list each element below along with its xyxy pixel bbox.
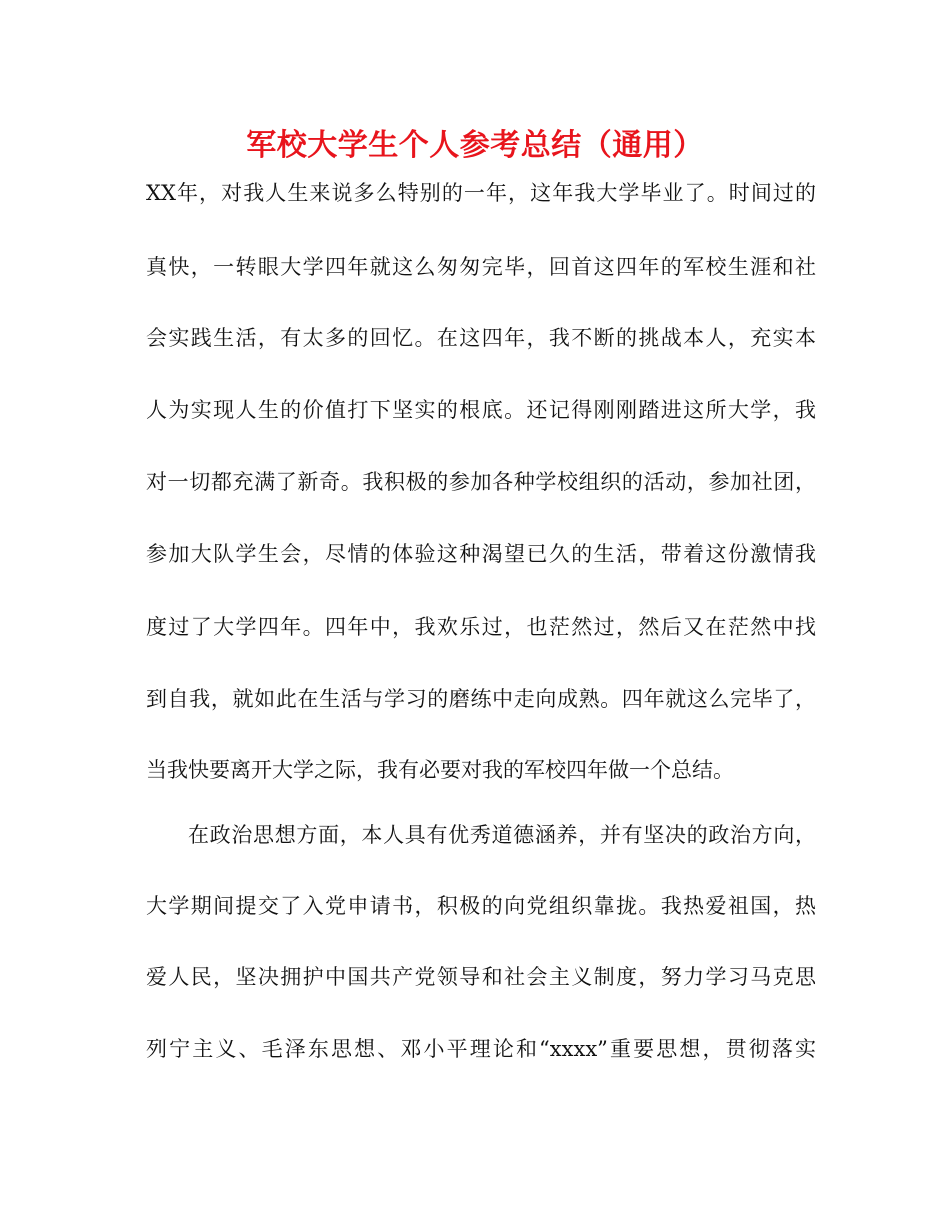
paragraph-line: 当我快要离开大学之际，我有必要对我的军校四年做一个总结。 xyxy=(146,758,734,782)
paragraph-line: 到自我，就如此在生活与学习的磨练中走向成熟。四年就这么完毕了， xyxy=(146,687,816,711)
paragraph-line: 度过了大学四年。四年中，我欢乐过，也茫然过，然后又在茫然中找 xyxy=(146,615,816,639)
paragraph-line: 在政治思想方面，本人具有优秀道德涵养，并有坚决的政治方向， xyxy=(188,823,816,847)
paragraph-line: XX年，对我人生来说多么特别的一年，这年我大学毕业了。时间过的 xyxy=(146,181,816,205)
document-title: 军校大学生个人参考总结（通用） xyxy=(246,128,704,163)
paragraph-line: 真快，一转眼大学四年就这么匆匆完毕，回首这四年的军校生涯和社 xyxy=(146,255,816,279)
paragraph-line: 大学期间提交了入党申请书，积极的向党组织靠拢。我热爱祖国，热 xyxy=(146,894,816,918)
paragraph-line: 对一切都充满了新奇。我积极的参加各种学校组织的活动，参加社团， xyxy=(146,470,816,494)
paragraph-line: 爱人民，坚决拥护中国共产党领导和社会主义制度，努力学习马克思 xyxy=(146,965,816,989)
paragraph-line: 列宁主义、毛泽东思想、邓小平理论和“xxxx”重要思想，贯彻落实 xyxy=(146,1037,816,1061)
paragraph-line: 会实践生活，有太多的回忆。在这四年，我不断的挑战本人，充实本 xyxy=(146,326,816,350)
paragraph-line: 人为实现人生的价值打下坚实的根底。还记得刚刚踏进这所大学，我 xyxy=(146,398,816,422)
paragraph-line: 参加大队学生会，尽情的体验这种渴望已久的生活，带着这份激情我 xyxy=(146,542,816,566)
